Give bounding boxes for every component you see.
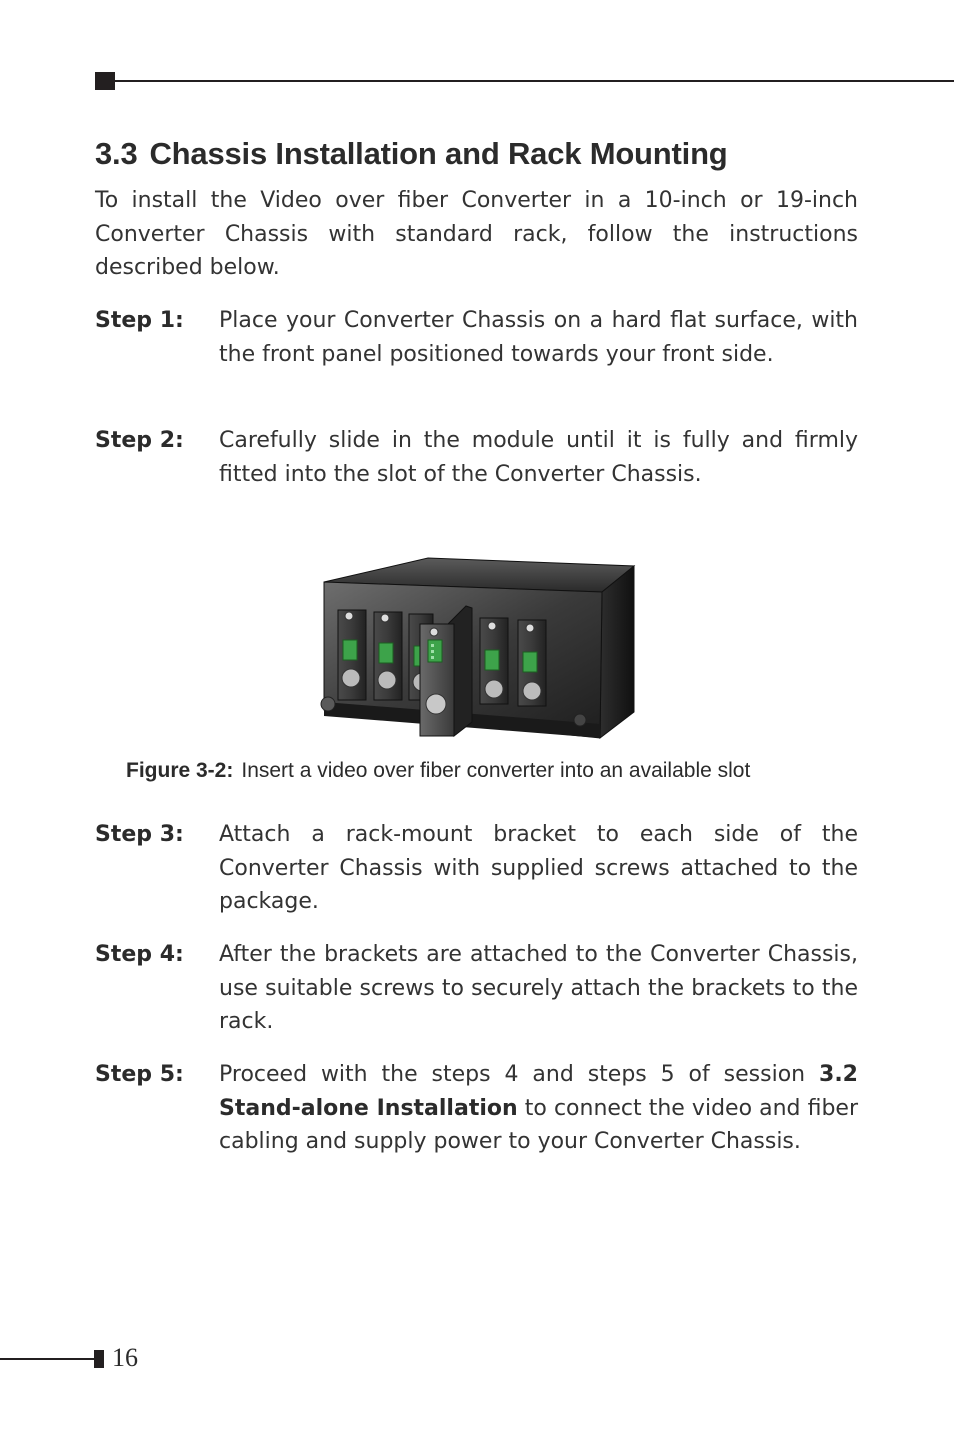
step-4-text: After the brackets are attached to the Converter Chassis, use suitable screws to securely attach the brackets to the rack.	[219, 942, 858, 1034]
step-5-label: Step 5:	[95, 1062, 184, 1087]
section-title-text: Chassis Installation and Rack Mounting	[149, 136, 728, 171]
rack-screw-left	[321, 697, 335, 711]
inserted-module	[420, 606, 472, 736]
header-rule	[113, 80, 954, 82]
header-marker	[95, 72, 115, 90]
step-5-section-reference: 3.2 Stand-alone Installation	[219, 1062, 858, 1121]
page-number: 16	[112, 1343, 138, 1372]
intro-paragraph: To install the Video over fiber Converter in a 10-inch or 19-inch Converter Chassis with standard rack, follow the instructions described below.	[95, 188, 858, 280]
step-4-label: Step 4:	[95, 942, 184, 967]
step-3-label: Step 3:	[95, 822, 184, 847]
figure-label: Figure 3-2:	[126, 759, 234, 782]
chassis-figure	[316, 552, 640, 744]
rack-screw-right	[574, 714, 586, 726]
chassis-side	[600, 566, 634, 738]
slot-card	[480, 618, 508, 704]
step-1-label: Step 1:	[95, 308, 184, 333]
step-2-label: Step 2:	[95, 428, 184, 453]
step-3-text: Attach a rack-mount bracket to each side of the Converter Chassis with supplied screws attached to the package.	[219, 822, 858, 914]
slot-card	[338, 610, 366, 700]
slot-card	[374, 612, 402, 700]
section-title	[95, 136, 728, 172]
figure-caption-text: Insert a video over fiber converter into an available slot	[241, 759, 751, 782]
slot-card	[518, 620, 546, 706]
figure-caption	[126, 759, 750, 783]
section-number: 3.3	[95, 136, 138, 171]
step-1-text: Place your Converter Chassis on a hard flat surface, with the front panel positioned towards your front side.	[219, 308, 858, 367]
step-2-text: Carefully slide in the module until it is fully and firmly fitted into the slot of the Converter Chassis.	[219, 428, 858, 487]
step-5-text	[219, 1058, 858, 1159]
step-5-text-before: Proceed with the steps 4 and steps 5 of session	[219, 1062, 820, 1087]
footer-rule	[0, 1358, 96, 1360]
footer-marker	[94, 1350, 104, 1368]
step-5-text-after: to connect the video and fiber cabling and supply power to your Converter Chassis.	[219, 1095, 859, 1154]
